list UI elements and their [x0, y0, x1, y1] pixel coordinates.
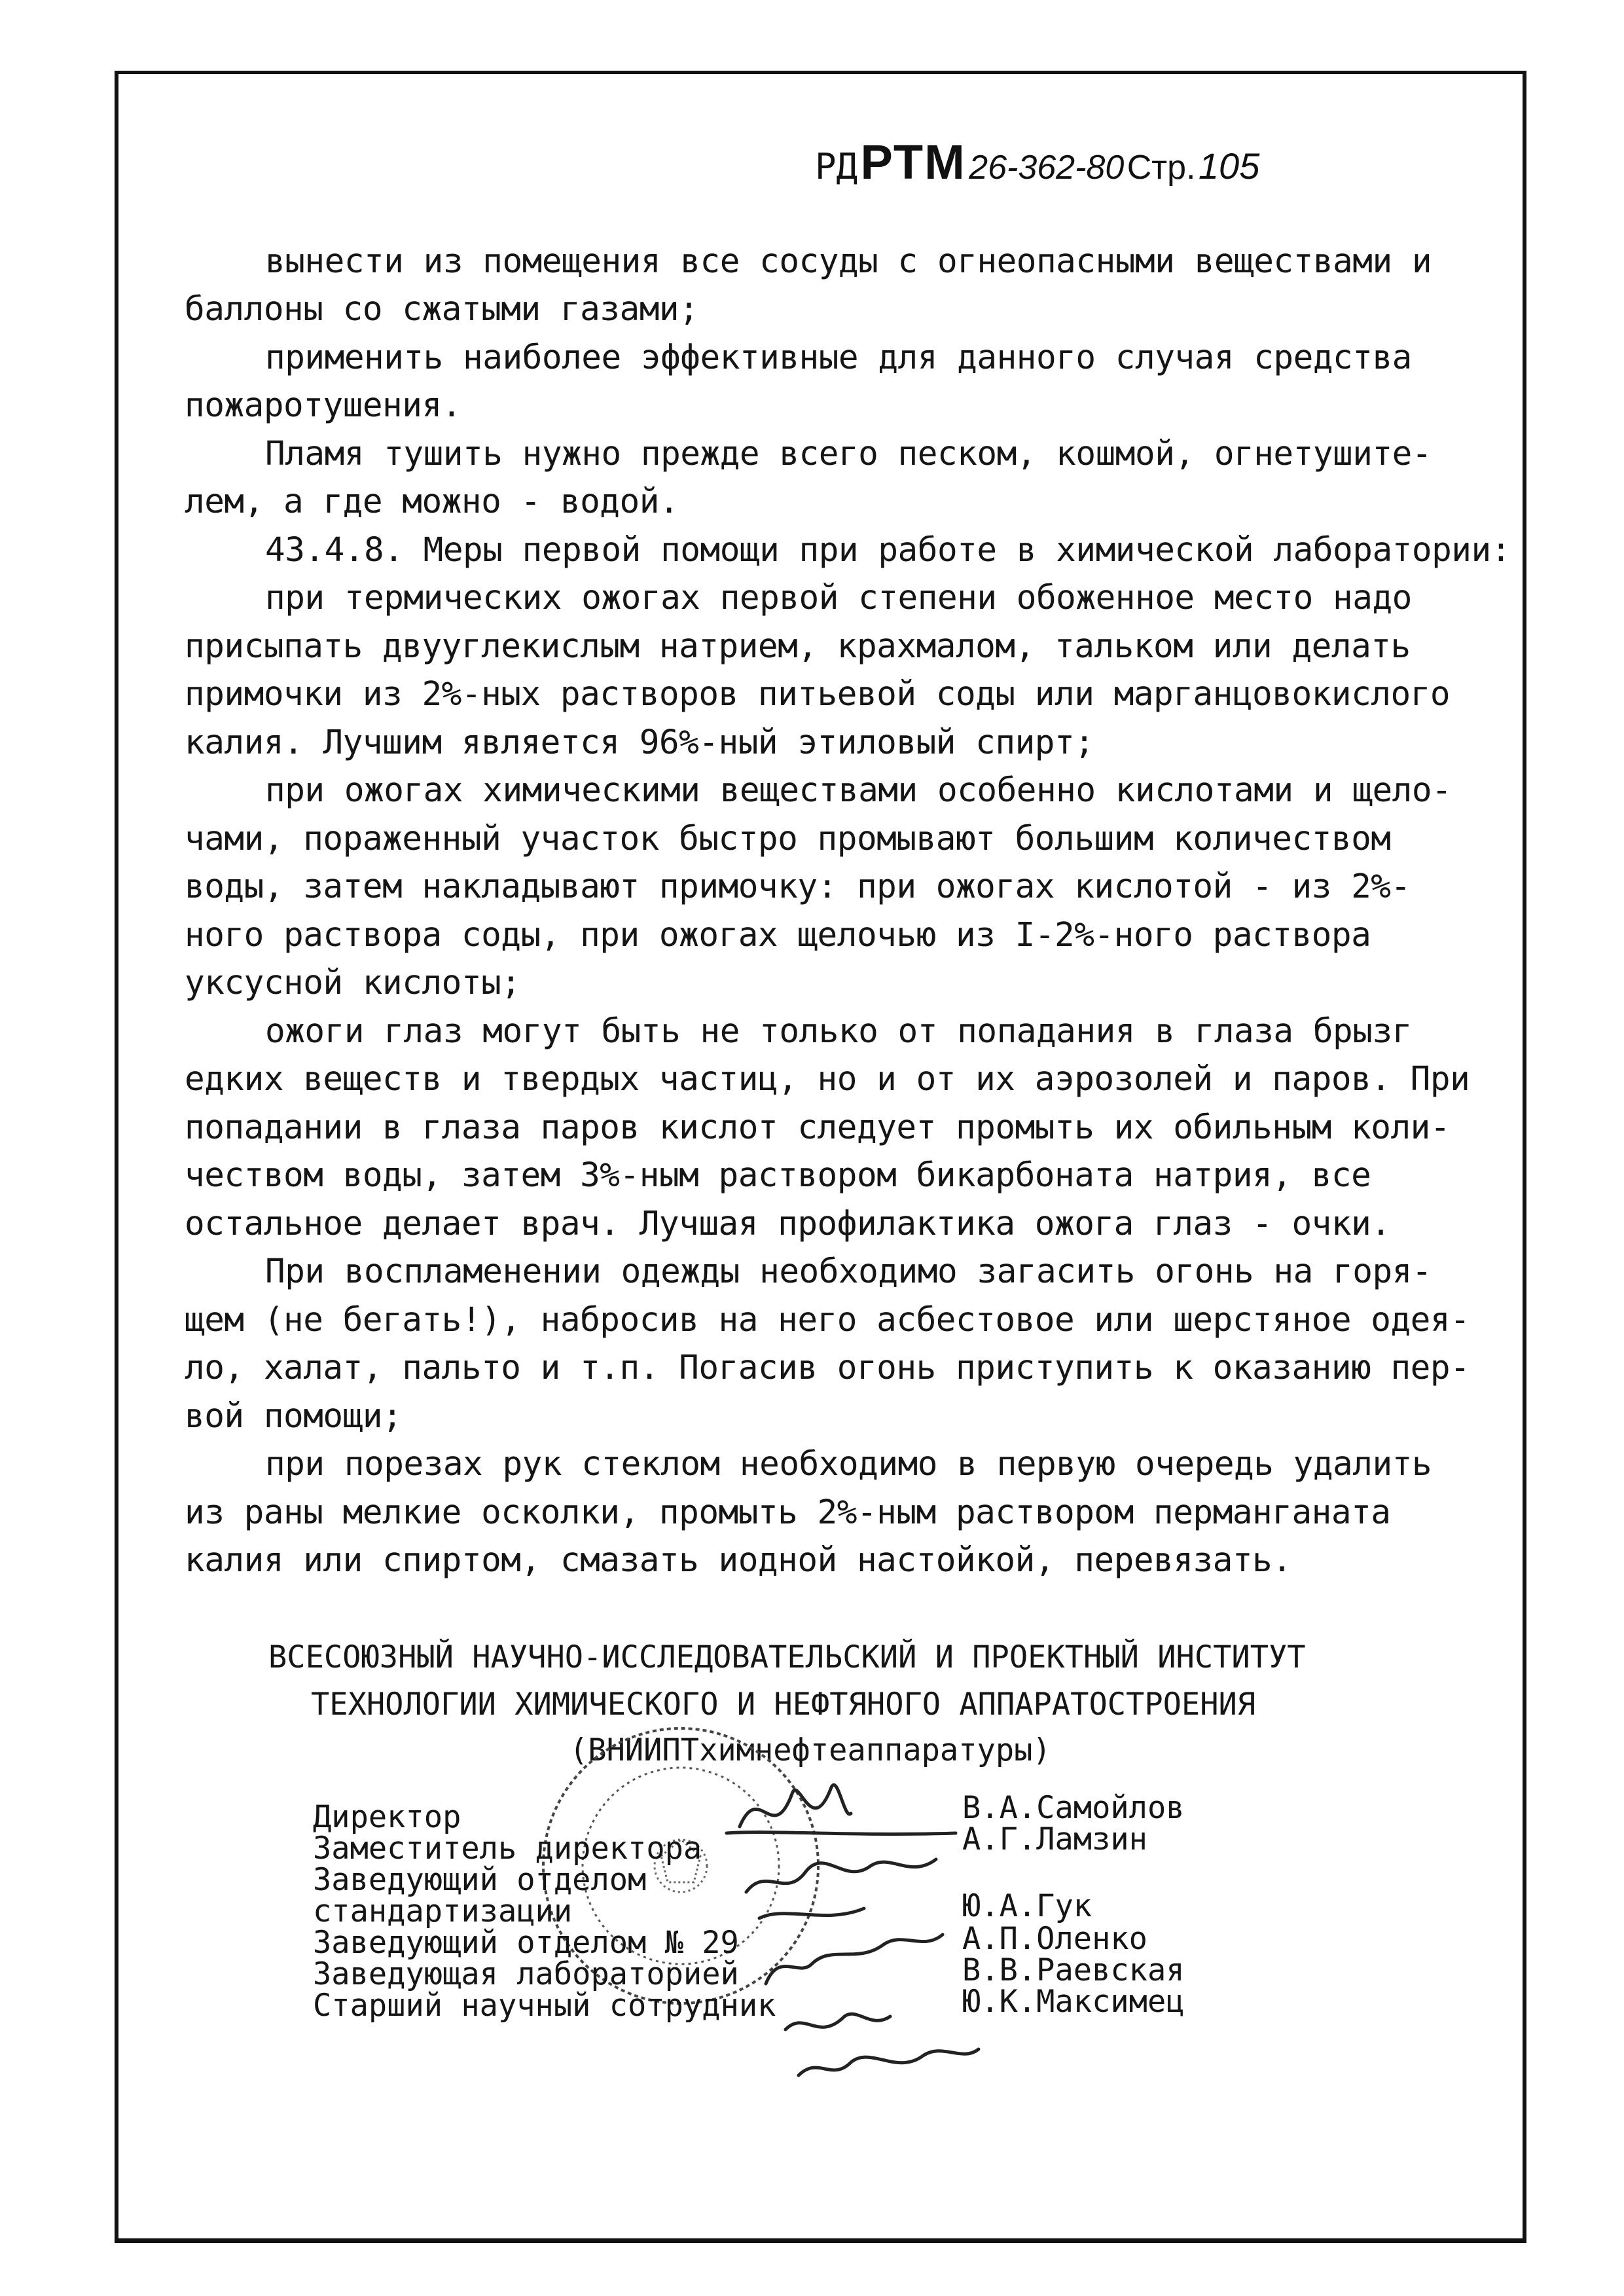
body-line: калия. Лучшим является 96%-ный этиловый спирт; — [185, 723, 1094, 762]
body-line: попадании в глаза паров кислот следует промыть их обильным коли- — [185, 1108, 1451, 1147]
page-label: Стр. — [1127, 149, 1196, 187]
body-line: остальное делает врач. Лучшая профилактика ожога глаз - очки. — [185, 1205, 1391, 1243]
body-line: уксусной кислоты; — [185, 964, 521, 1002]
signatory-position: Заведующий отделом № 29 — [313, 1925, 739, 1961]
body-line: чами, пораженный участок быстро промывают большим количеством — [185, 820, 1391, 858]
signatory-name: В.А.Самойлов — [962, 1790, 1185, 1826]
body-line: воды, затем накладывают примочку: при ожогах кислотой - из 2%- — [185, 867, 1411, 906]
signatory-name: А.Г.Ламзин — [962, 1821, 1147, 1857]
signatory-position: стандартизации — [313, 1893, 573, 1929]
signatory-position: Заведующий отделом — [313, 1862, 647, 1898]
body-line: пожаротушения. — [185, 386, 461, 425]
signatory-position: Заведующая лабораторией — [313, 1956, 739, 1992]
body-line: лем, а где можно - водой. — [185, 483, 679, 521]
body-line: калия или спиртом, смазать иодной настойкой, перевязать. — [185, 1541, 1292, 1580]
document-header — [815, 134, 1259, 190]
signatory-position: Заместитель директора — [313, 1831, 702, 1867]
signatory-name: Ю.А.Гук — [962, 1888, 1092, 1924]
body-line: вой помощи; — [185, 1397, 403, 1436]
body-line: При воспламенении одежды необходимо загасить огонь на горя- — [265, 1252, 1432, 1291]
body-line: ожоги глаз могут быть не только от попадания в глаза брызг — [265, 1012, 1412, 1051]
signatory-name: В.В.Раевская — [962, 1952, 1185, 1988]
body-line: при ожогах химическими веществами особенно кислотами и щело- — [265, 771, 1452, 810]
signatory-name: Ю.К.Максимец — [962, 1984, 1185, 2020]
body-line: ного раствора соды, при ожогах щелочью из I-2%-ного раствора — [185, 916, 1371, 955]
body-line: при термических ожогах первой степени обоженное место надо — [265, 579, 1412, 617]
body-line: примочки из 2%-ных растворов питьевой соды или марганцовокислого — [185, 675, 1451, 714]
institute-abbrev: (ВНИИПТхимнефтеаппаратуры) — [569, 1732, 1051, 1768]
section-heading: 43.4.8. Меры первой помощи при работе в химической лаборатории: — [265, 531, 1511, 570]
body-line: чеством воды, затем 3%-ным раствором бикарбоната натрия, все — [185, 1156, 1371, 1195]
institute-name-line2: ТЕХНОЛОГИИ ХИМИЧЕСКОГО И НЕФТЯНОГО АППАРАТОСТРОЕНИЯ — [311, 1686, 1256, 1722]
body-line: Пламя тушить нужно прежде всего песком, кошмой, огнетушите- — [265, 435, 1432, 473]
signatory-position: Директор — [313, 1799, 461, 1835]
body-line: щем (не бегать!), набросив на него асбестовое или шерстяное одея- — [185, 1301, 1470, 1339]
doc-prefix: РД — [815, 146, 858, 187]
body-line: при порезах рук стеклом необходимо в первую очередь удалить — [265, 1445, 1432, 1484]
doc-type: РТМ — [860, 135, 966, 189]
body-line: из раны мелкие осколки, промыть 2%-ным раствором перманганата — [185, 1493, 1391, 1532]
body-line: баллоны со сжатыми газами; — [185, 290, 699, 329]
doc-number: 26-362-80 — [969, 149, 1125, 187]
body-line: ло, халат, пальто и т.п. Погасив огонь приступить к оказанию пер- — [185, 1349, 1470, 1387]
page-number: 105 — [1198, 145, 1260, 187]
institute-name-line1: ВСЕСОЮЗНЫЙ НАУЧНО-ИССЛЕДОВАТЕЛЬСКИЙ И ПРОЕКТНЫЙ ИНСТИТУТ — [268, 1639, 1306, 1675]
signatory-name: А.П.Оленко — [962, 1921, 1147, 1957]
body-line: едких веществ и твердых частиц, но и от их аэрозолей и паров. При — [185, 1060, 1470, 1099]
body-line: вынести из помещения все сосуды с огнеопасными веществами и — [265, 242, 1432, 281]
signatory-position: Старший научный сотрудник — [313, 1988, 776, 2024]
body-line: применить наиболее эффективные для данного случая средства — [265, 338, 1412, 377]
body-line: присыпать двууглекислым натрием, крахмалом, тальком или делать — [185, 627, 1411, 666]
